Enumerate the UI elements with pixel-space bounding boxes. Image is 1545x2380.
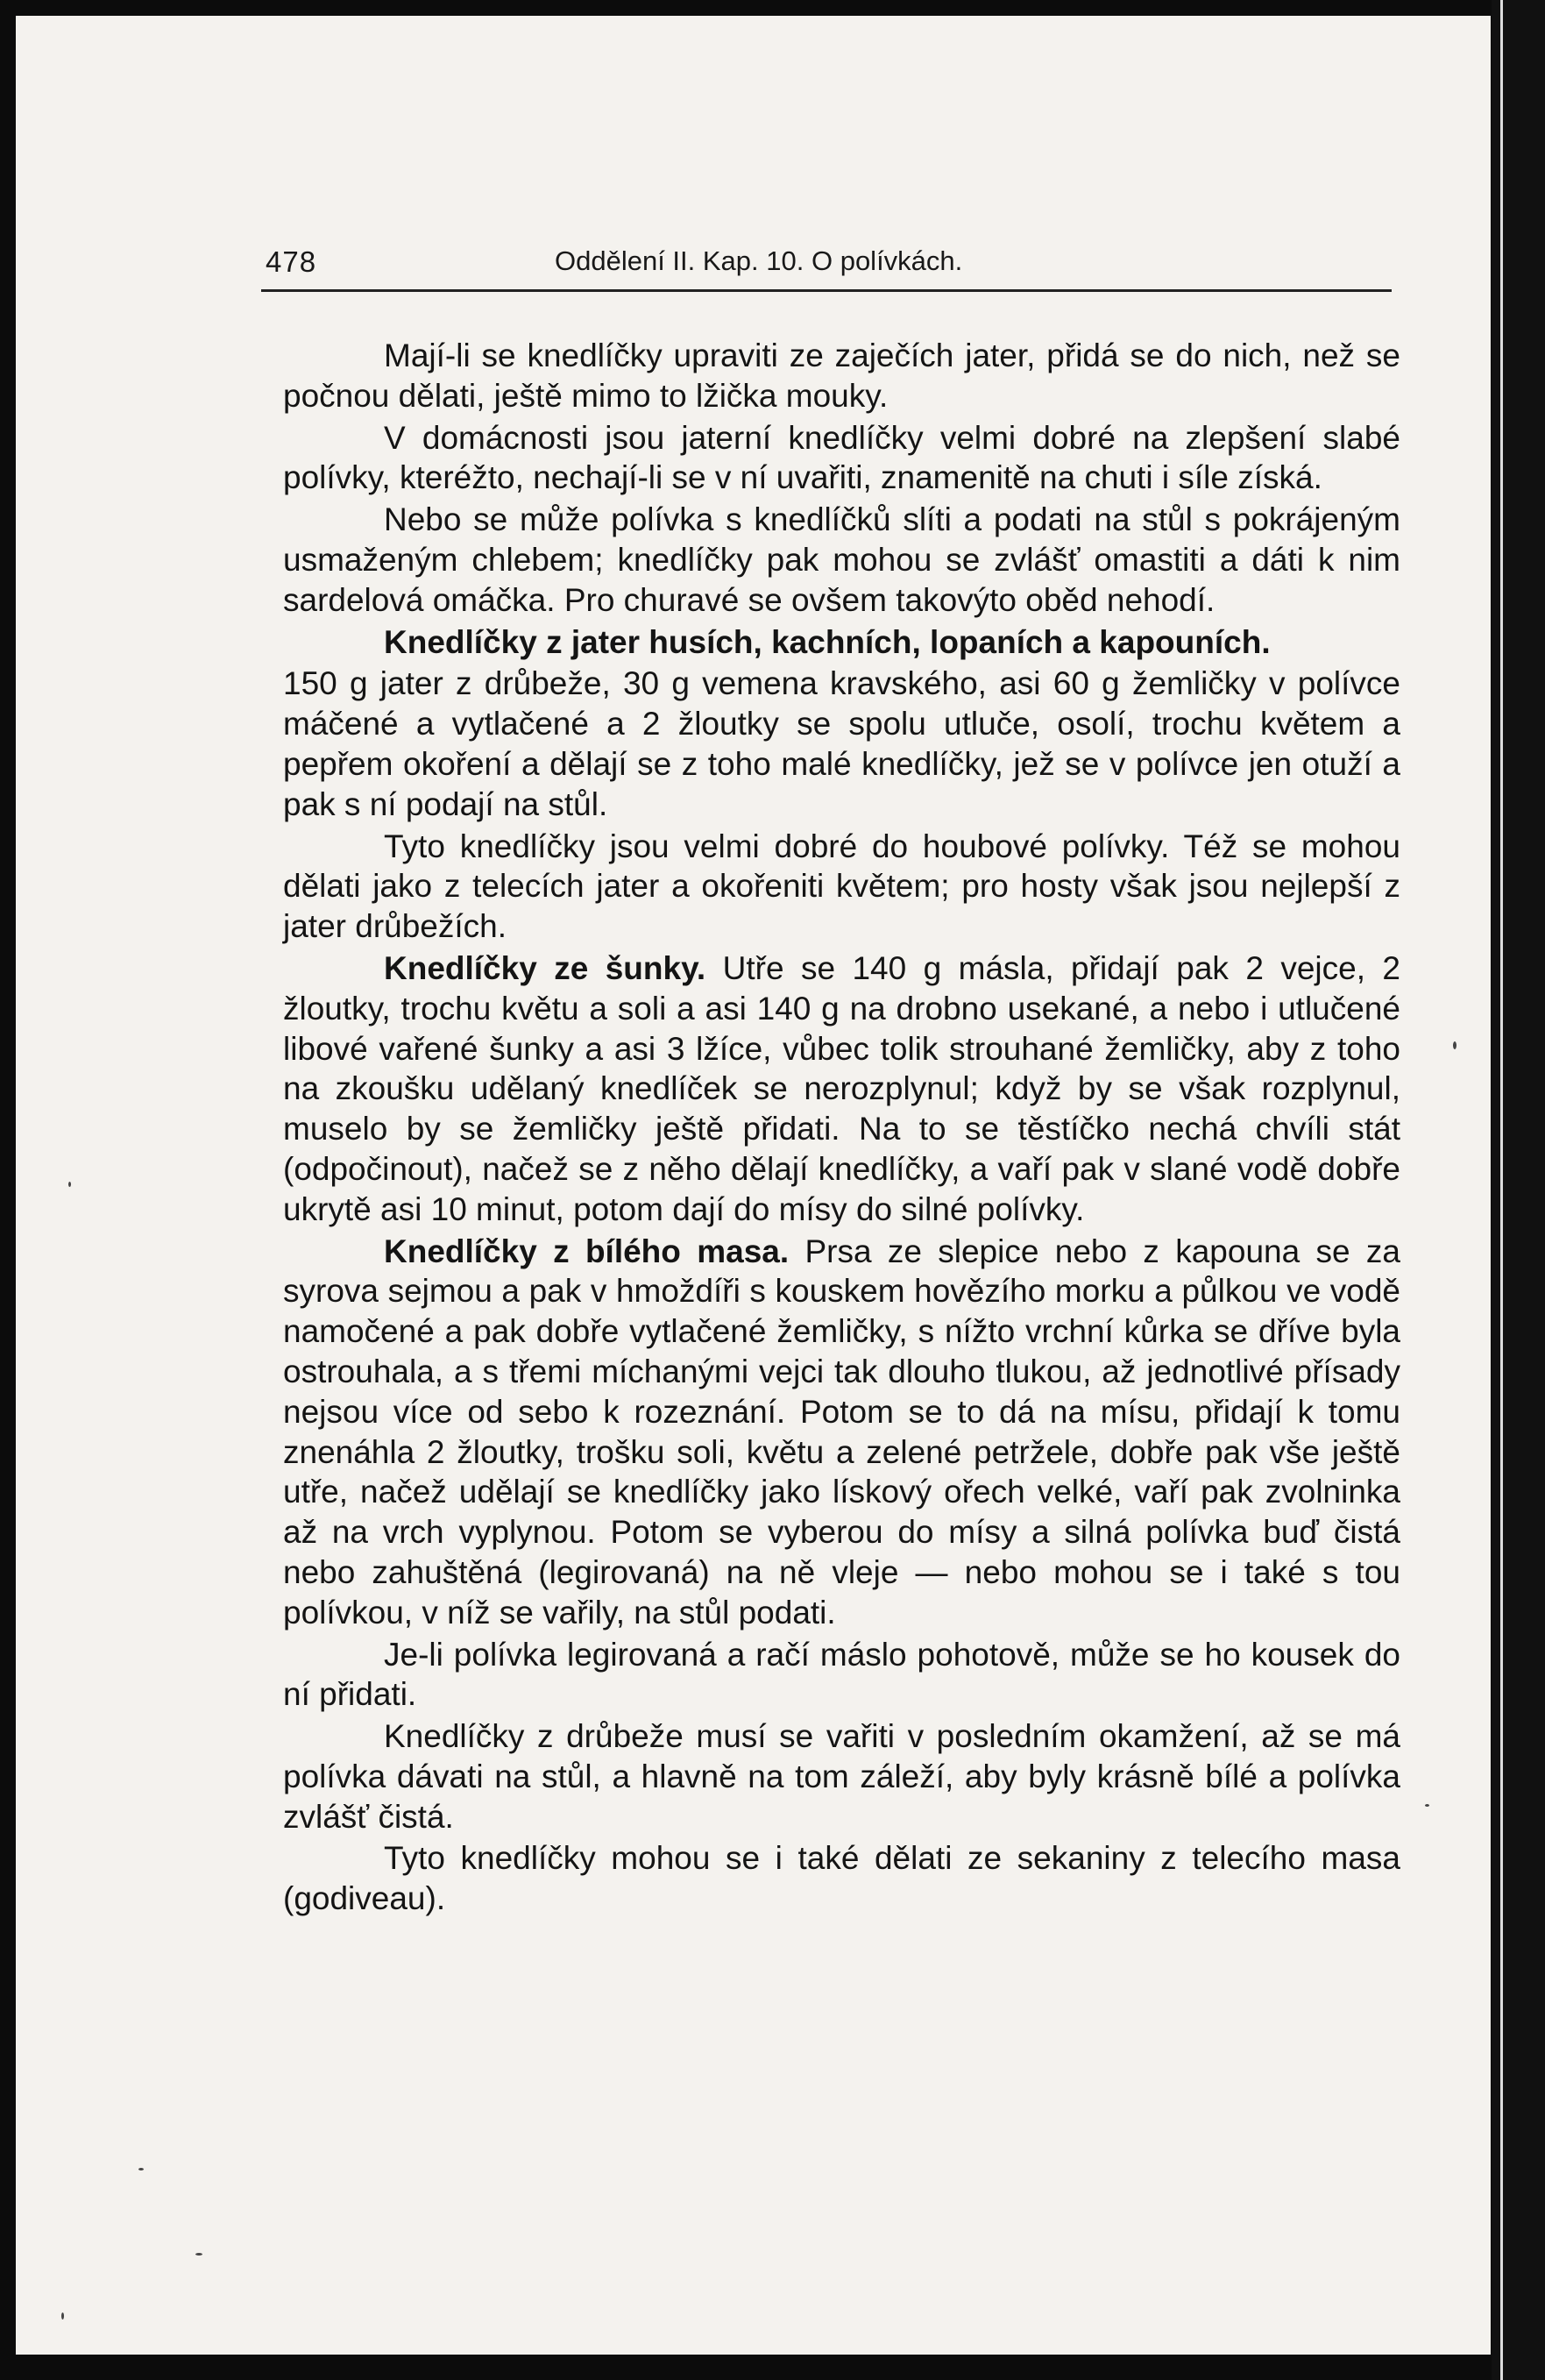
running-head: Oddělení II. Kap. 10. O polívkách.	[555, 245, 963, 276]
paragraph: Je-li polívka legirovaná a račí máslo pohotově, může se ho kousek do ní přidati.	[283, 1636, 1400, 1713]
section-paragraph	[283, 948, 1400, 1230]
page-number: 478	[266, 245, 317, 278]
paragraph: Knedlíčky z drůbeže musí se vařiti v posledním okamžení, až se má polívka dávati na stůl, a hlavně na tom záleží, aby byly krásně bílé a polívka zvlášť čistá.	[283, 1718, 1400, 1835]
section-paragraph	[283, 1232, 1400, 1633]
book-page	[16, 16, 1491, 2355]
paragraph: 150 g jater z drůbeže, 30 g vemena kravského, asi 60 g žemličky v polívce máčené a vytlačené a 2 žloutky se spolu utluče, osolí, trochu květem a pepřem okoření a dělají se z toho malé knedlíčky, jež se v polívce jen otuží a pak s ní podají na stůl.	[283, 665, 1400, 822]
section-heading: Knedlíčky z bílého masa.	[384, 1233, 790, 1269]
header-rule	[261, 289, 1392, 292]
page-header	[266, 245, 1392, 288]
section-heading: Knedlíčky z jater husích, kachních, lopaních a kapouních.	[384, 623, 1271, 660]
section-lead-text: Prsa ze slepice nebo z kapouna se za syrova sejmou a pak v hmoždíři s kouskem hovězího morku a půlkou ve vodě namočené a pak dobře vytlačené žemličky, s nížto vrchní kůrka se dříve byla ostrouhala, a s třemi míchanými vejci tak dlouho tlukou, až jednotlivé přísady nejsou více od sebo k rozeznání. Potom se to dá na mísu, přidají k tomu znenáhla 2 žloutky, trošku soli, květu a zelené petržele, dobře pak vše ještě utře, načež udělají se knedlíčky jako lískový ořech velké, vaří pak zvolninka až na vrch vyplynou. Potom se vyberou do mísy a silná polívka buď čistá nebo zahuštěná (legirovaná) na ně vleje — nebo mohou se i také s tou polívkou, v níž se vařily, na stůl podati.	[283, 1233, 1400, 1630]
paragraph: Mají-li se knedlíčky upraviti ze zaječích jater, přidá se do nich, než se počnou dělati, ještě mimo to lžička mouky.	[283, 337, 1400, 414]
paragraph: Nebo se může polívka s knedlíčků slíti a podati na stůl s pokrájeným usmaženým chlebem; knedlíčky pak mohou se zvlášť omastiti a dáti k nim sardelová omáčka. Pro churavé se ovšem takovýto oběd nehodí.	[283, 501, 1400, 618]
body-text	[283, 336, 1400, 1921]
paragraph: Tyto knedlíčky jsou velmi dobré do houbové polívky. Též se mohou dělati jako z telecích jater a okořeniti květem; pro hosty však jsou nejlepší z jater drůbežích.	[283, 828, 1400, 945]
paragraph: V domácnosti jsou jaterní knedlíčky velmi dobré na zlepšení slabé polívky, kteréžto, nechají-li se v ní uvařiti, znamenitě na chuti i síle získá.	[283, 419, 1400, 496]
paragraph: Tyto knedlíčky mohou se i také dělati ze sekaniny z telecího masa (godiveau).	[283, 1840, 1400, 1917]
scan-edge-line	[1500, 0, 1503, 2380]
section-lead-text: Utře se 140 g másla, přidají pak 2 vejce, 2 žloutky, trochu květu a soli a asi 140 g na drobno usekané, a nebo i utlučené libové vařené šunky a asi 3 lžíce, vůbec tolik strouhané žemličky, aby z toho na zkoušku udělaný knedlíček se nerozplynul; když by se však rozplynul, muselo by se žemličky ještě přidati. Na to se těstíčko nechá chvíli stát (odpočinout), načež se z něho dělají knedlíčky, a vaří pak v slané vodě dobře ukrytě asi 10 minut, potom dají do mísy do silné polívky.	[283, 949, 1400, 1227]
section-heading: Knedlíčky ze šunky.	[384, 949, 706, 986]
